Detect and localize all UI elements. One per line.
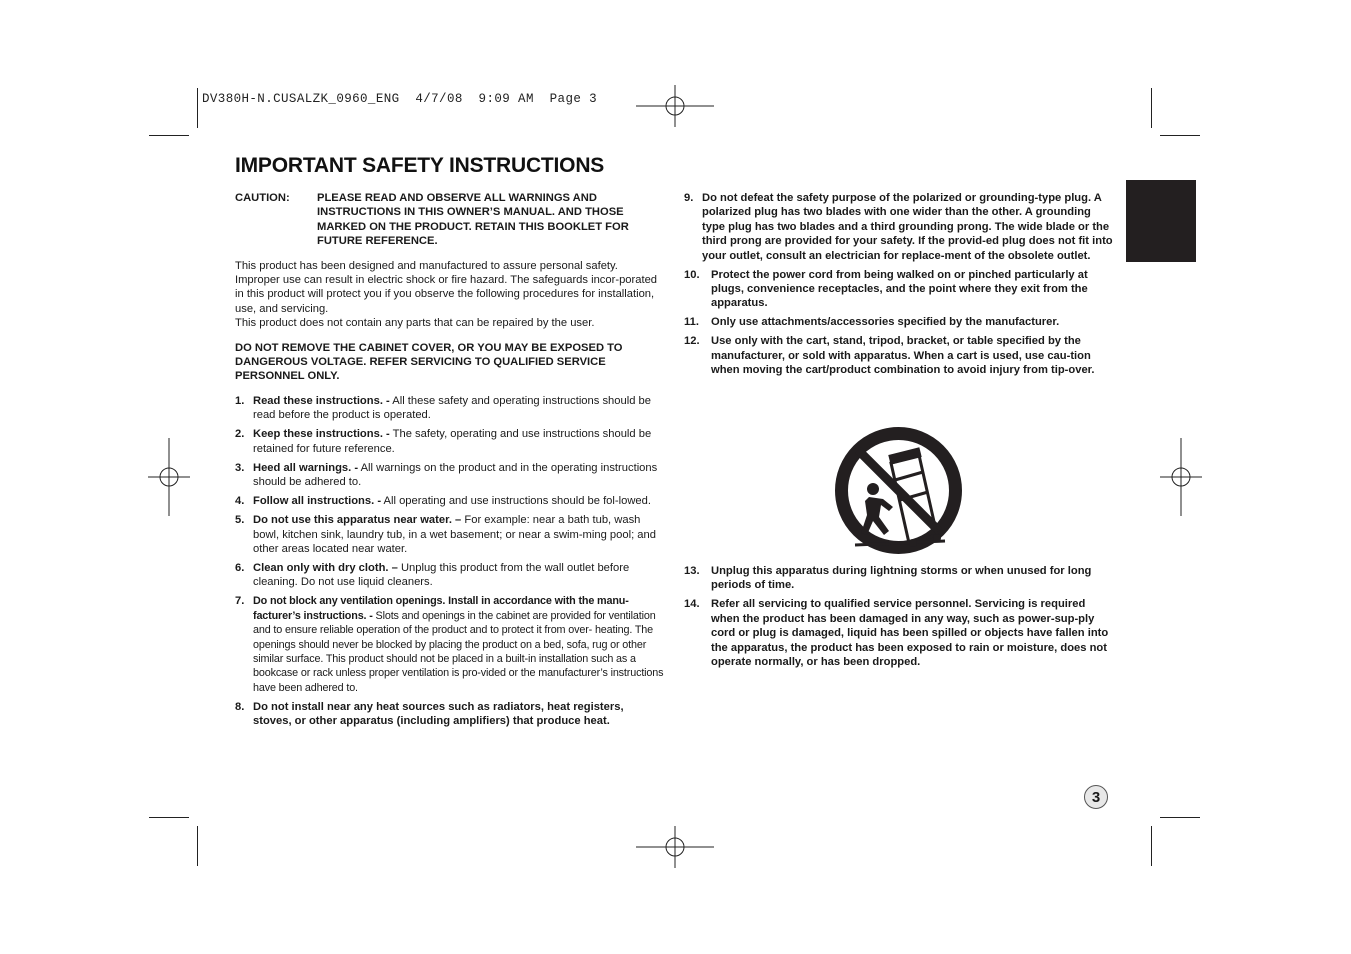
intro-paragraph: This product has been designed and manufactured to assure personal safety. Improper use can result in electric shock or fire hazard. The safeguards incor-porated in this product will protect you if you observe the following procedures for installation, use, and servicing. — [235, 259, 658, 315]
list-item — [684, 334, 1116, 377]
item-text: All warnings on the product and in the operating instructions should be adhered to. — [253, 461, 658, 489]
item-lead: Read these instructions. - — [253, 394, 390, 407]
right-column — [684, 191, 1116, 382]
item-number: 3. — [235, 461, 245, 474]
list-item — [684, 315, 1116, 329]
item-number: 12. — [684, 335, 700, 348]
item-number: 1. — [235, 394, 245, 407]
item-text: Unplug this apparatus during lightning storms or when unused for long periods of time. — [711, 565, 1092, 592]
crop-mark — [1151, 826, 1152, 866]
item-lead: Do not block any ventilation openings. Install in accordance with the manu-facturer’s instructions. - — [253, 595, 629, 622]
left-column — [235, 191, 665, 733]
crop-mark — [149, 135, 189, 136]
section-tab — [1126, 180, 1196, 262]
warning-paragraph: DO NOT REMOVE THE CABINET COVER, OR YOU MAY BE EXPOSED TO DANGEROUS VOLTAGE. REFER SERVICING TO QUALIFIED SERVICE PERSONNEL ONLY. — [235, 341, 623, 383]
item-number: 7. — [235, 595, 245, 608]
right-column-lower — [684, 564, 1116, 674]
item-number: 14. — [684, 598, 700, 611]
list-item — [235, 394, 665, 423]
item-lead: Do not install near any heat sources such as radiators, heat registers, stoves, or other apparatus (including amplifiers) that produce heat. — [253, 700, 624, 728]
registration-mark-left — [148, 438, 190, 516]
item-number: 5. — [235, 514, 245, 527]
instruction-list-continued — [684, 191, 1116, 378]
item-text: Use only with the cart, stand, tripod, bracket, or table specified by the manufacturer, or sold with apparatus. When a cart is used, use cau-tion when moving the cart/product combination to avoid injury from tip-over. — [711, 335, 1095, 377]
item-lead: Keep these instructions. - — [253, 428, 390, 441]
crop-mark — [149, 817, 189, 818]
caution-label: CAUTION: — [235, 192, 290, 204]
list-item — [235, 594, 665, 695]
crop-mark — [1151, 88, 1152, 128]
registration-mark-top — [636, 85, 714, 127]
item-lead: Heed all warnings. - — [253, 461, 359, 474]
list-item — [235, 494, 665, 508]
item-text: The safety, operating and use instructions should be retained for future reference. — [253, 428, 652, 455]
list-item — [235, 461, 665, 490]
item-number: 4. — [235, 495, 245, 508]
item-number: 10. — [684, 268, 700, 281]
item-text: For example: near a bath tub, wash bowl, kitchen sink, laundry tub, in a wet basement; or near a swim-ming pool; and other areas located near water. — [253, 514, 656, 555]
list-item — [235, 700, 665, 729]
intro-paragraph: This product does not contain any parts that can be repaired by the user. — [235, 317, 595, 330]
crop-mark — [1160, 817, 1200, 818]
item-text: Only use attachments/accessories specified by the manufacturer. — [711, 316, 1060, 329]
item-number: 9. — [684, 192, 694, 204]
item-lead: Clean only with dry cloth. – — [253, 561, 398, 574]
list-item — [684, 564, 1116, 593]
item-text: Unplug this product from the wall outlet before cleaning. Do not use liquid cleaners. — [253, 561, 630, 589]
item-text: Slots and openings in the cabinet are provided for ventilation and to ensure reliable operation of the product and to protect it from over- heating. The openings should never be blocked by placing the product on a bed, sofa, rug or other similar surface. This product should not be placed in a built-in installation such as a bookcase or rack unless proper ventilation is pro-vided or the manufacturer’s instructions have been adhered to. — [253, 609, 664, 694]
cart-tipover-warning-icon — [833, 425, 964, 556]
list-item — [684, 191, 1116, 263]
item-lead: Follow all instructions. - — [253, 495, 382, 508]
caution-text: PLEASE READ AND OBSERVE ALL WARNINGS AND INSTRUCTIONS IN THIS OWNER’S MANUAL. AND THOSE MARKED ON THE PRODUCT. RETAIN THIS BOOKLET FOR FUTURE REFERENCE. — [317, 192, 629, 248]
item-number: 13. — [684, 565, 700, 577]
instruction-list-continued — [684, 564, 1116, 669]
item-text: Refer all servicing to qualified service personnel. Servicing is required when the product has been damaged in any way, such as power-sup-ply cord or plug is damaged, liquid has been spilled or objects have fallen into the apparatus, the product has been exposed to rain or moisture, does not operate normally, or has been dropped. — [711, 598, 1109, 669]
list-item — [235, 427, 665, 456]
item-number: 8. — [235, 700, 245, 713]
page-title: IMPORTANT SAFETY INSTRUCTIONS — [235, 154, 605, 177]
list-item — [235, 513, 665, 556]
crop-mark — [197, 88, 198, 128]
list-item — [684, 268, 1116, 311]
page-number: 3 — [1084, 785, 1108, 809]
item-number: 6. — [235, 561, 245, 574]
item-text: Do not defeat the safety purpose of the polarized or grounding-type plug. A polarized plug has two blades with one wider than the other. A grounding type plug has two blades and a third grounding prong. The wide blade or the third prong are provided for your safety. If the provid-ed plug does not fit into your outlet, consult an electrician for replace-ment of the obsolete outlet. — [702, 192, 1113, 262]
crop-mark — [197, 826, 198, 866]
crop-mark — [1160, 135, 1200, 136]
registration-mark-right — [1160, 438, 1202, 516]
list-item — [235, 561, 665, 590]
item-text: Protect the power cord from being walked on or pinched particularly at plugs, convenience receptacles, and the point where they exit from the apparatus. — [711, 268, 1088, 310]
item-number: 11. — [684, 316, 699, 329]
list-item — [684, 597, 1116, 669]
print-slug: DV380H-N.CUSALZK_0960_ENG 4/7/08 9:09 AM Page 3 — [202, 92, 598, 106]
item-text: All these safety and operating instructions should be read before the product is operated. — [253, 394, 651, 422]
item-text: All operating and use instructions should be fol-lowed. — [381, 495, 651, 508]
registration-mark-bottom — [636, 826, 714, 868]
item-lead: Do not use this apparatus near water. – — [253, 514, 462, 527]
item-number: 2. — [235, 428, 245, 441]
caution-block — [235, 191, 665, 249]
instruction-list — [235, 394, 665, 729]
